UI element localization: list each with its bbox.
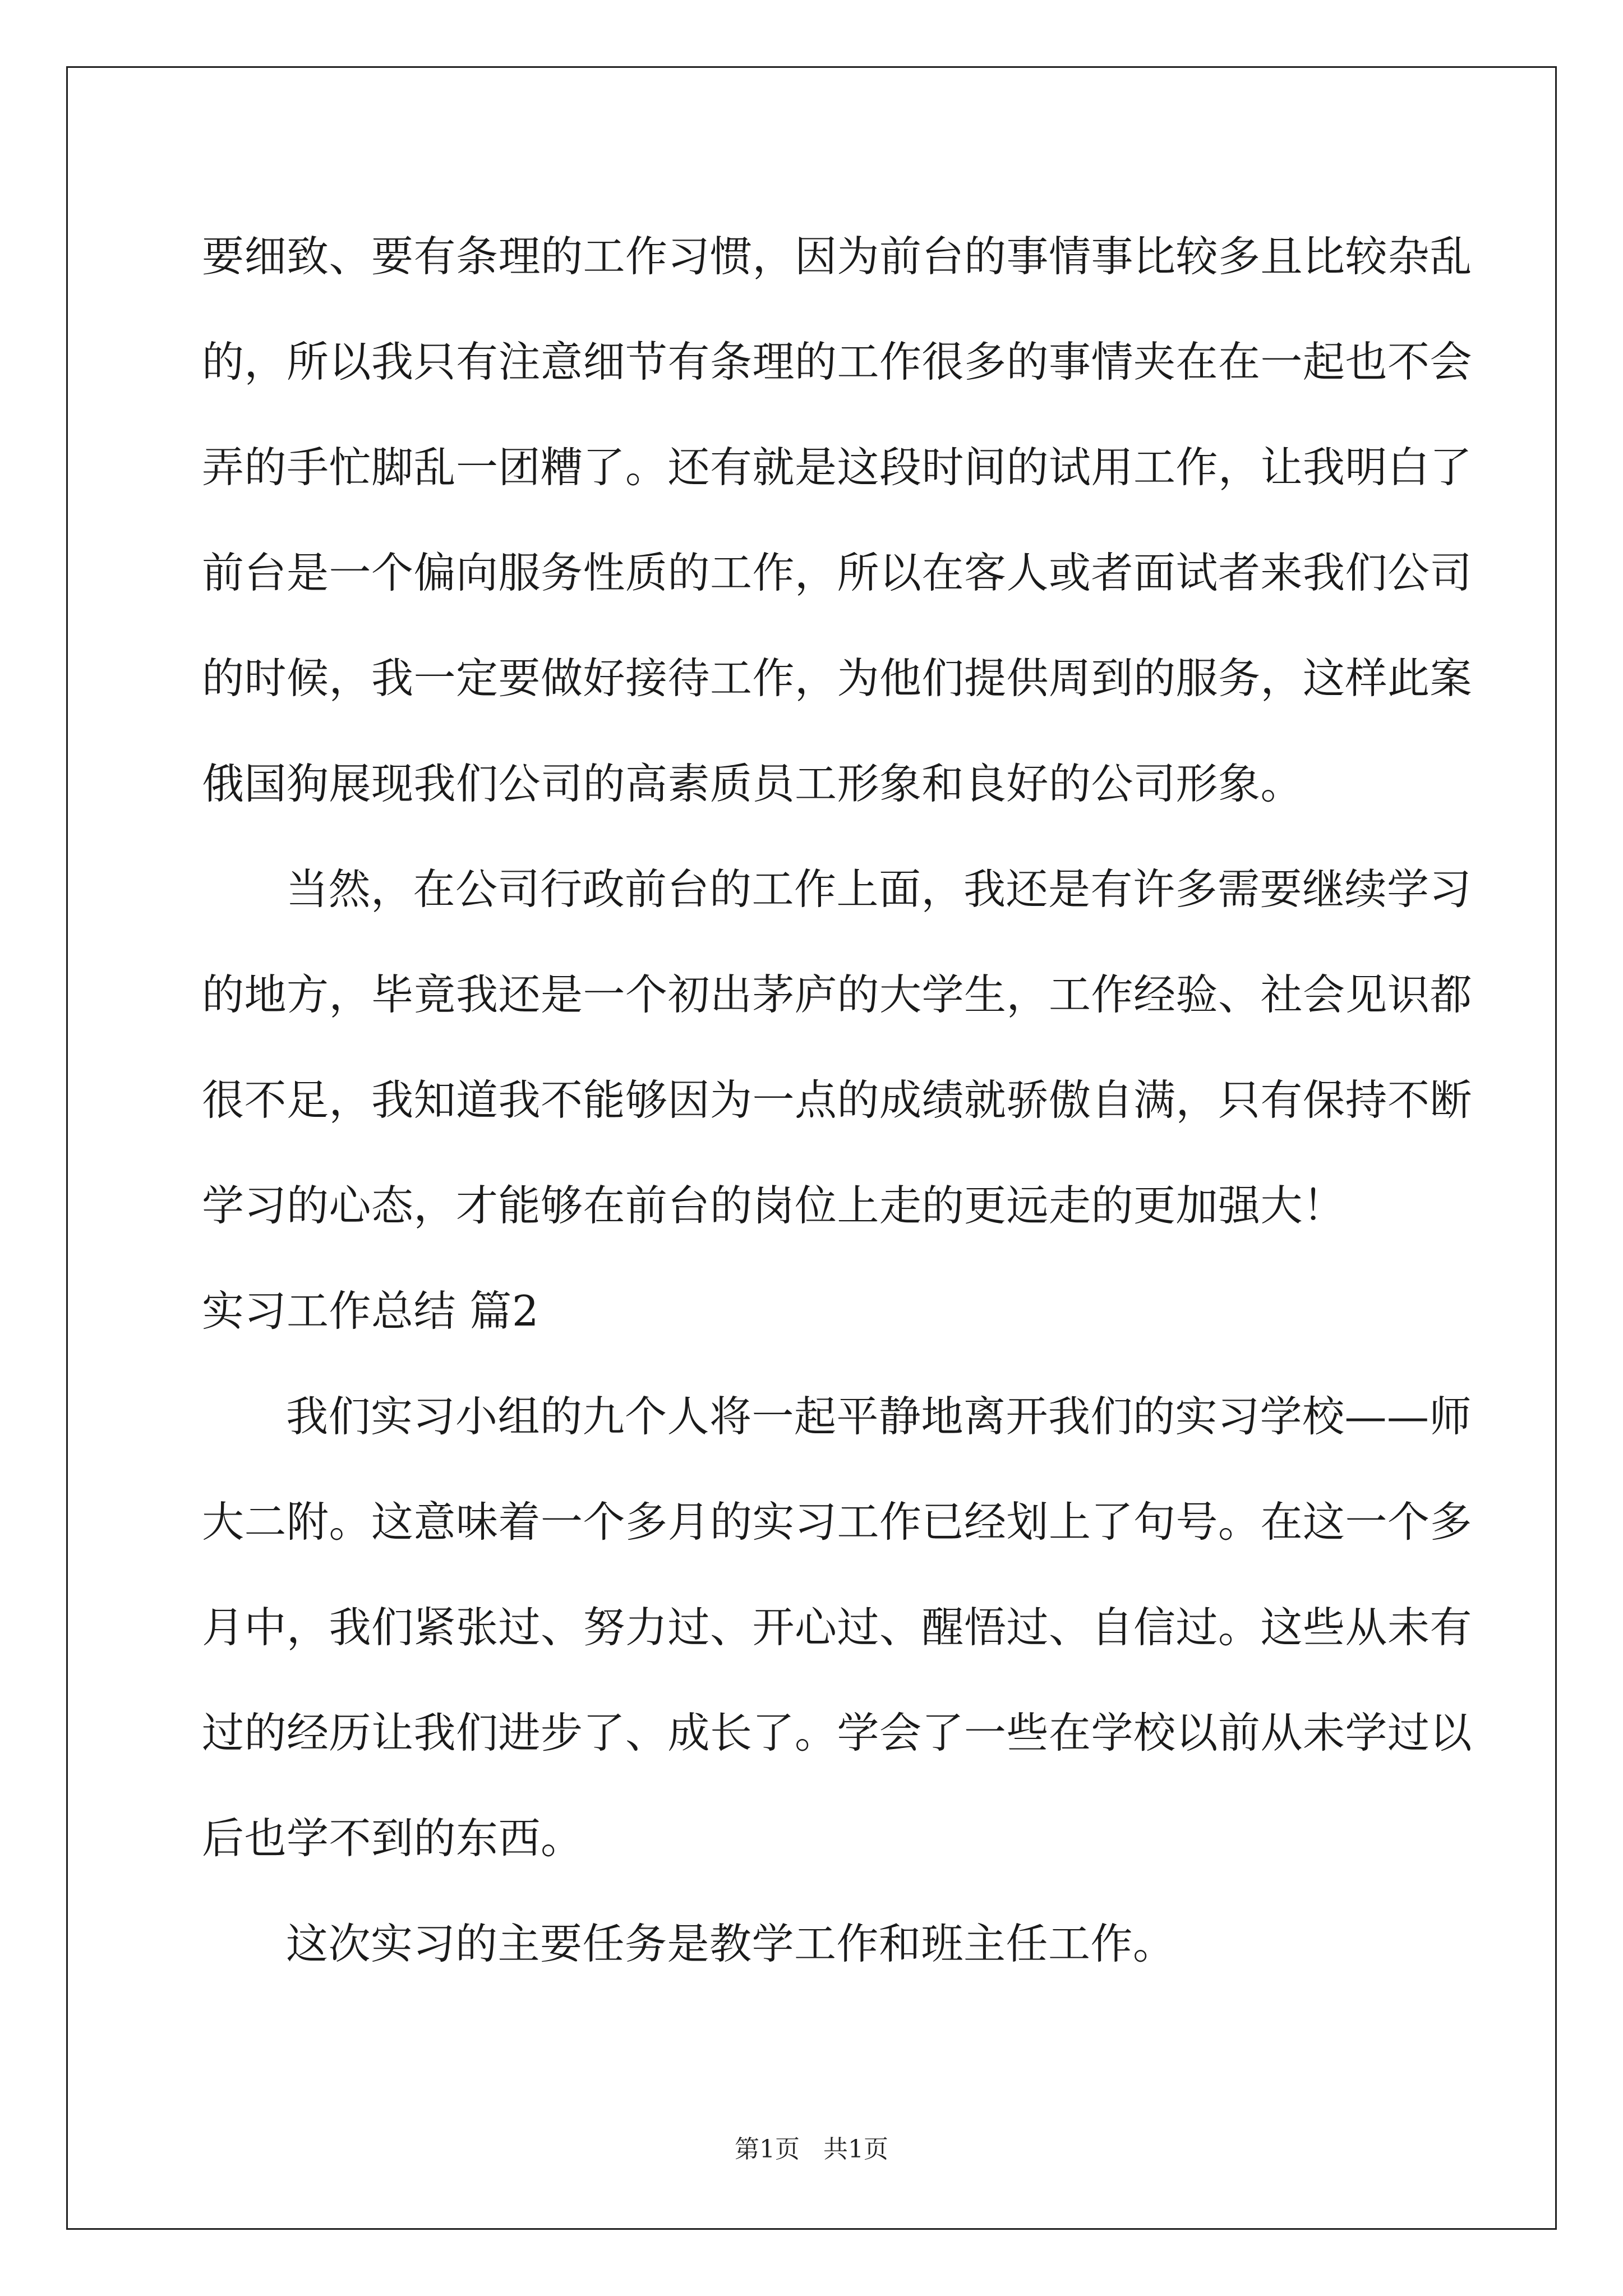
- text-line: 过的经历让我们进步了、成长了。学会了一些在学校以前从未学过以: [202, 1708, 1473, 1757]
- text-line: 这次实习的主要任务是教学工作和班主任工作。: [286, 1919, 1175, 1968]
- text-line: 的，所以我只有注意细节有条理的工作很多的事情夹在在一起也不会: [202, 337, 1473, 386]
- text-line: 大二附。这意味着一个多月的实习工作已经划上了句号。在这一个多: [202, 1497, 1473, 1547]
- page-number: 第1页: [735, 2135, 800, 2164]
- section-heading: 实习工作总结 篇2: [202, 1286, 540, 1336]
- text-line: 俄国狗展现我们公司的高素质员工形象和良好的公司形象。: [202, 759, 1303, 808]
- text-line: 前台是一个偏向服务性质的工作，所以在客人或者面试者来我们公司: [202, 548, 1473, 597]
- text-line: 的地方，毕竟我还是一个初出茅庐的大学生，工作经验、社会见识都: [202, 970, 1473, 1019]
- text-line: 的时候，我一定要做好接待工作，为他们提供周到的服务，这样此案: [202, 654, 1473, 703]
- total-pages: 共1页: [823, 2135, 888, 2164]
- text-line: 当然，在公司行政前台的工作上面，我还是有许多需要继续学习: [286, 864, 1472, 914]
- text-line: 我们实习小组的九个人将一起平静地离开我们的实习学校——师: [286, 1392, 1472, 1441]
- text-line: 要细致、要有条理的工作习惯，因为前台的事情事比较多且比较杂乱: [202, 232, 1473, 281]
- text-line: 后也学不到的东西。: [202, 1814, 583, 1863]
- text-line: 学习的心态，才能够在前台的岗位上走的更远走的更加强大！: [202, 1181, 1345, 1230]
- page-footer: [0, 2137, 1623, 2162]
- page-border: [66, 66, 1557, 2230]
- text-line: 很不足，我知道我不能够因为一点的成绩就骄傲自满，只有保持不断: [202, 1075, 1473, 1125]
- text-line: 月中，我们紧张过、努力过、开心过、醒悟过、自信过。这些从未有: [202, 1603, 1473, 1652]
- text-line: 弄的手忙脚乱一团糟了。还有就是这段时间的试用工作，让我明白了: [202, 443, 1473, 492]
